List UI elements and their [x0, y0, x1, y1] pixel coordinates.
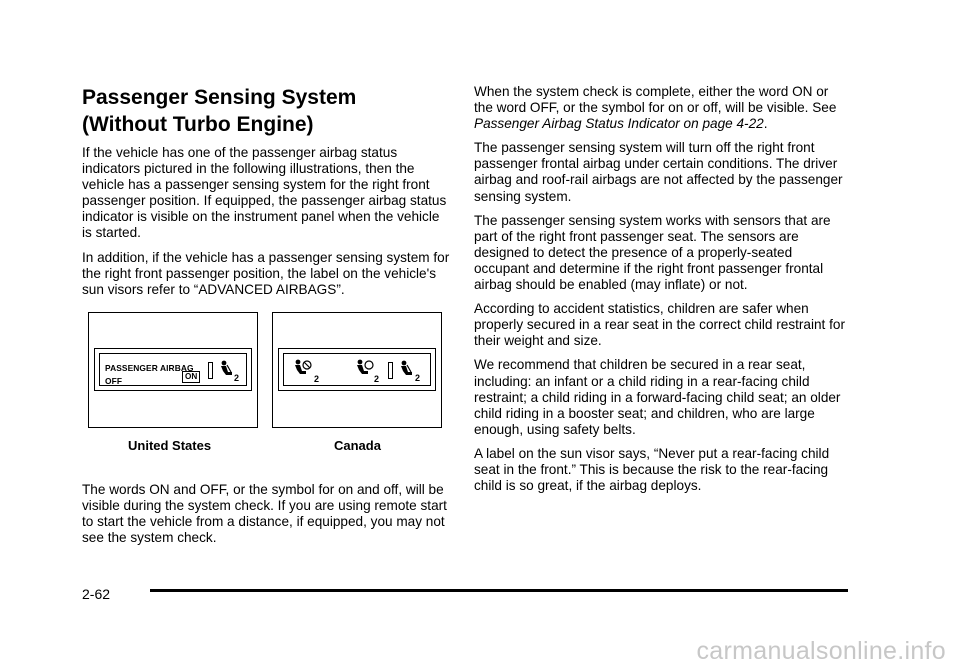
us-indicator-panel	[88, 312, 258, 428]
canada-indicator-panel	[272, 312, 442, 428]
caption-united-states: United States	[128, 437, 212, 453]
heading-line-2: (Without Turbo Engine)	[82, 113, 314, 136]
airbag-off-icon	[292, 359, 314, 379]
caption-canada: Canada	[334, 437, 381, 453]
footer-rule	[150, 589, 848, 592]
statistics-paragraph: According to accident statistics, children are safer when properly secured in a rear seat in the correct child restraint for their weight and size.	[474, 301, 845, 349]
cross-reference-link[interactable]: Passenger Airbag Status Indicator on page 4‑22	[474, 116, 764, 132]
heading-line-1: Passenger Sensing System	[82, 86, 357, 109]
icon-subscript-3: 2	[415, 372, 421, 383]
left-column	[82, 84, 450, 554]
page-number: 2-62	[82, 586, 111, 602]
indicator-divider	[388, 362, 393, 379]
sensors-paragraph: The passenger sensing system works with sensors that are part of the right front passenger seat. The sensors are designed to detect the presence of a properly-seated occupant and determine if the right front passenger frontal airbag should be enabled (may inflate) or not.	[474, 212, 831, 293]
watermark: carmanualsonline.info	[696, 637, 946, 665]
on-label: ON	[182, 371, 200, 383]
sun-visor-paragraph: In addition, if the vehicle has a passenger sensing system for the right front passenger position, the label on the vehicle's sun visors refer to “ADVANCED AIRBAGS”.	[82, 249, 450, 297]
passenger-seat-icon	[218, 360, 234, 380]
icon-subscript: 2	[234, 372, 240, 383]
airbag-indicator-figure	[88, 312, 450, 462]
intro-paragraph: If the vehicle has one of the passenger airbag status indicators pictured in the following illustrations, then the vehicle has a passenger sensing system for the right front passenger position. If equipped, the passenger airbag status indicator is visible on the instrument panel when the vehicle is started.	[82, 145, 447, 241]
sun-visor-warning-paragraph: A label on the sun visor says, “Never put a rear-facing child seat in the front.” This is because the risk to the rear-facing child is so great, if the airbag deploys.	[474, 445, 830, 494]
airbag-on-icon	[354, 359, 376, 379]
passenger-airbag-label: PASSENGER AIRBAG	[105, 362, 194, 373]
section-heading	[82, 84, 450, 138]
indicator-divider	[208, 362, 213, 379]
passenger-seat-icon	[398, 360, 414, 380]
icon-subscript-2: 2	[374, 373, 380, 384]
system-check-paragraph: The words ON and OFF, or the symbol for on and off, will be visible during the system check. If you are using remote start to start the vehicle from a distance, if equipped, you may not see the system check.	[82, 481, 447, 546]
icon-subscript-1: 2	[314, 373, 320, 384]
recommendation-paragraph: We recommend that children be secured in a rear seat, including: an infant or a child riding in a rear-facing child restraint; a child riding in a forward-facing child seat; an older child riding in a booster seat; and children, who are large enough, using safety belts.	[474, 357, 841, 437]
frontal-airbag-paragraph: The passenger sensing system will turn off the right front passenger frontal airbag under certain conditions. The driver airbag and roof-rail airbags are not affected by the passenger sensing system.	[474, 140, 843, 204]
system-check-complete-paragraph: When the system check is complete, either the word ON or the word OFF, or the symbol for on or off, will be visible. See Passenger Airbag Status Indicator on page 4‑22.	[474, 84, 837, 132]
right-column	[474, 84, 846, 502]
off-label: OFF	[105, 375, 123, 386]
